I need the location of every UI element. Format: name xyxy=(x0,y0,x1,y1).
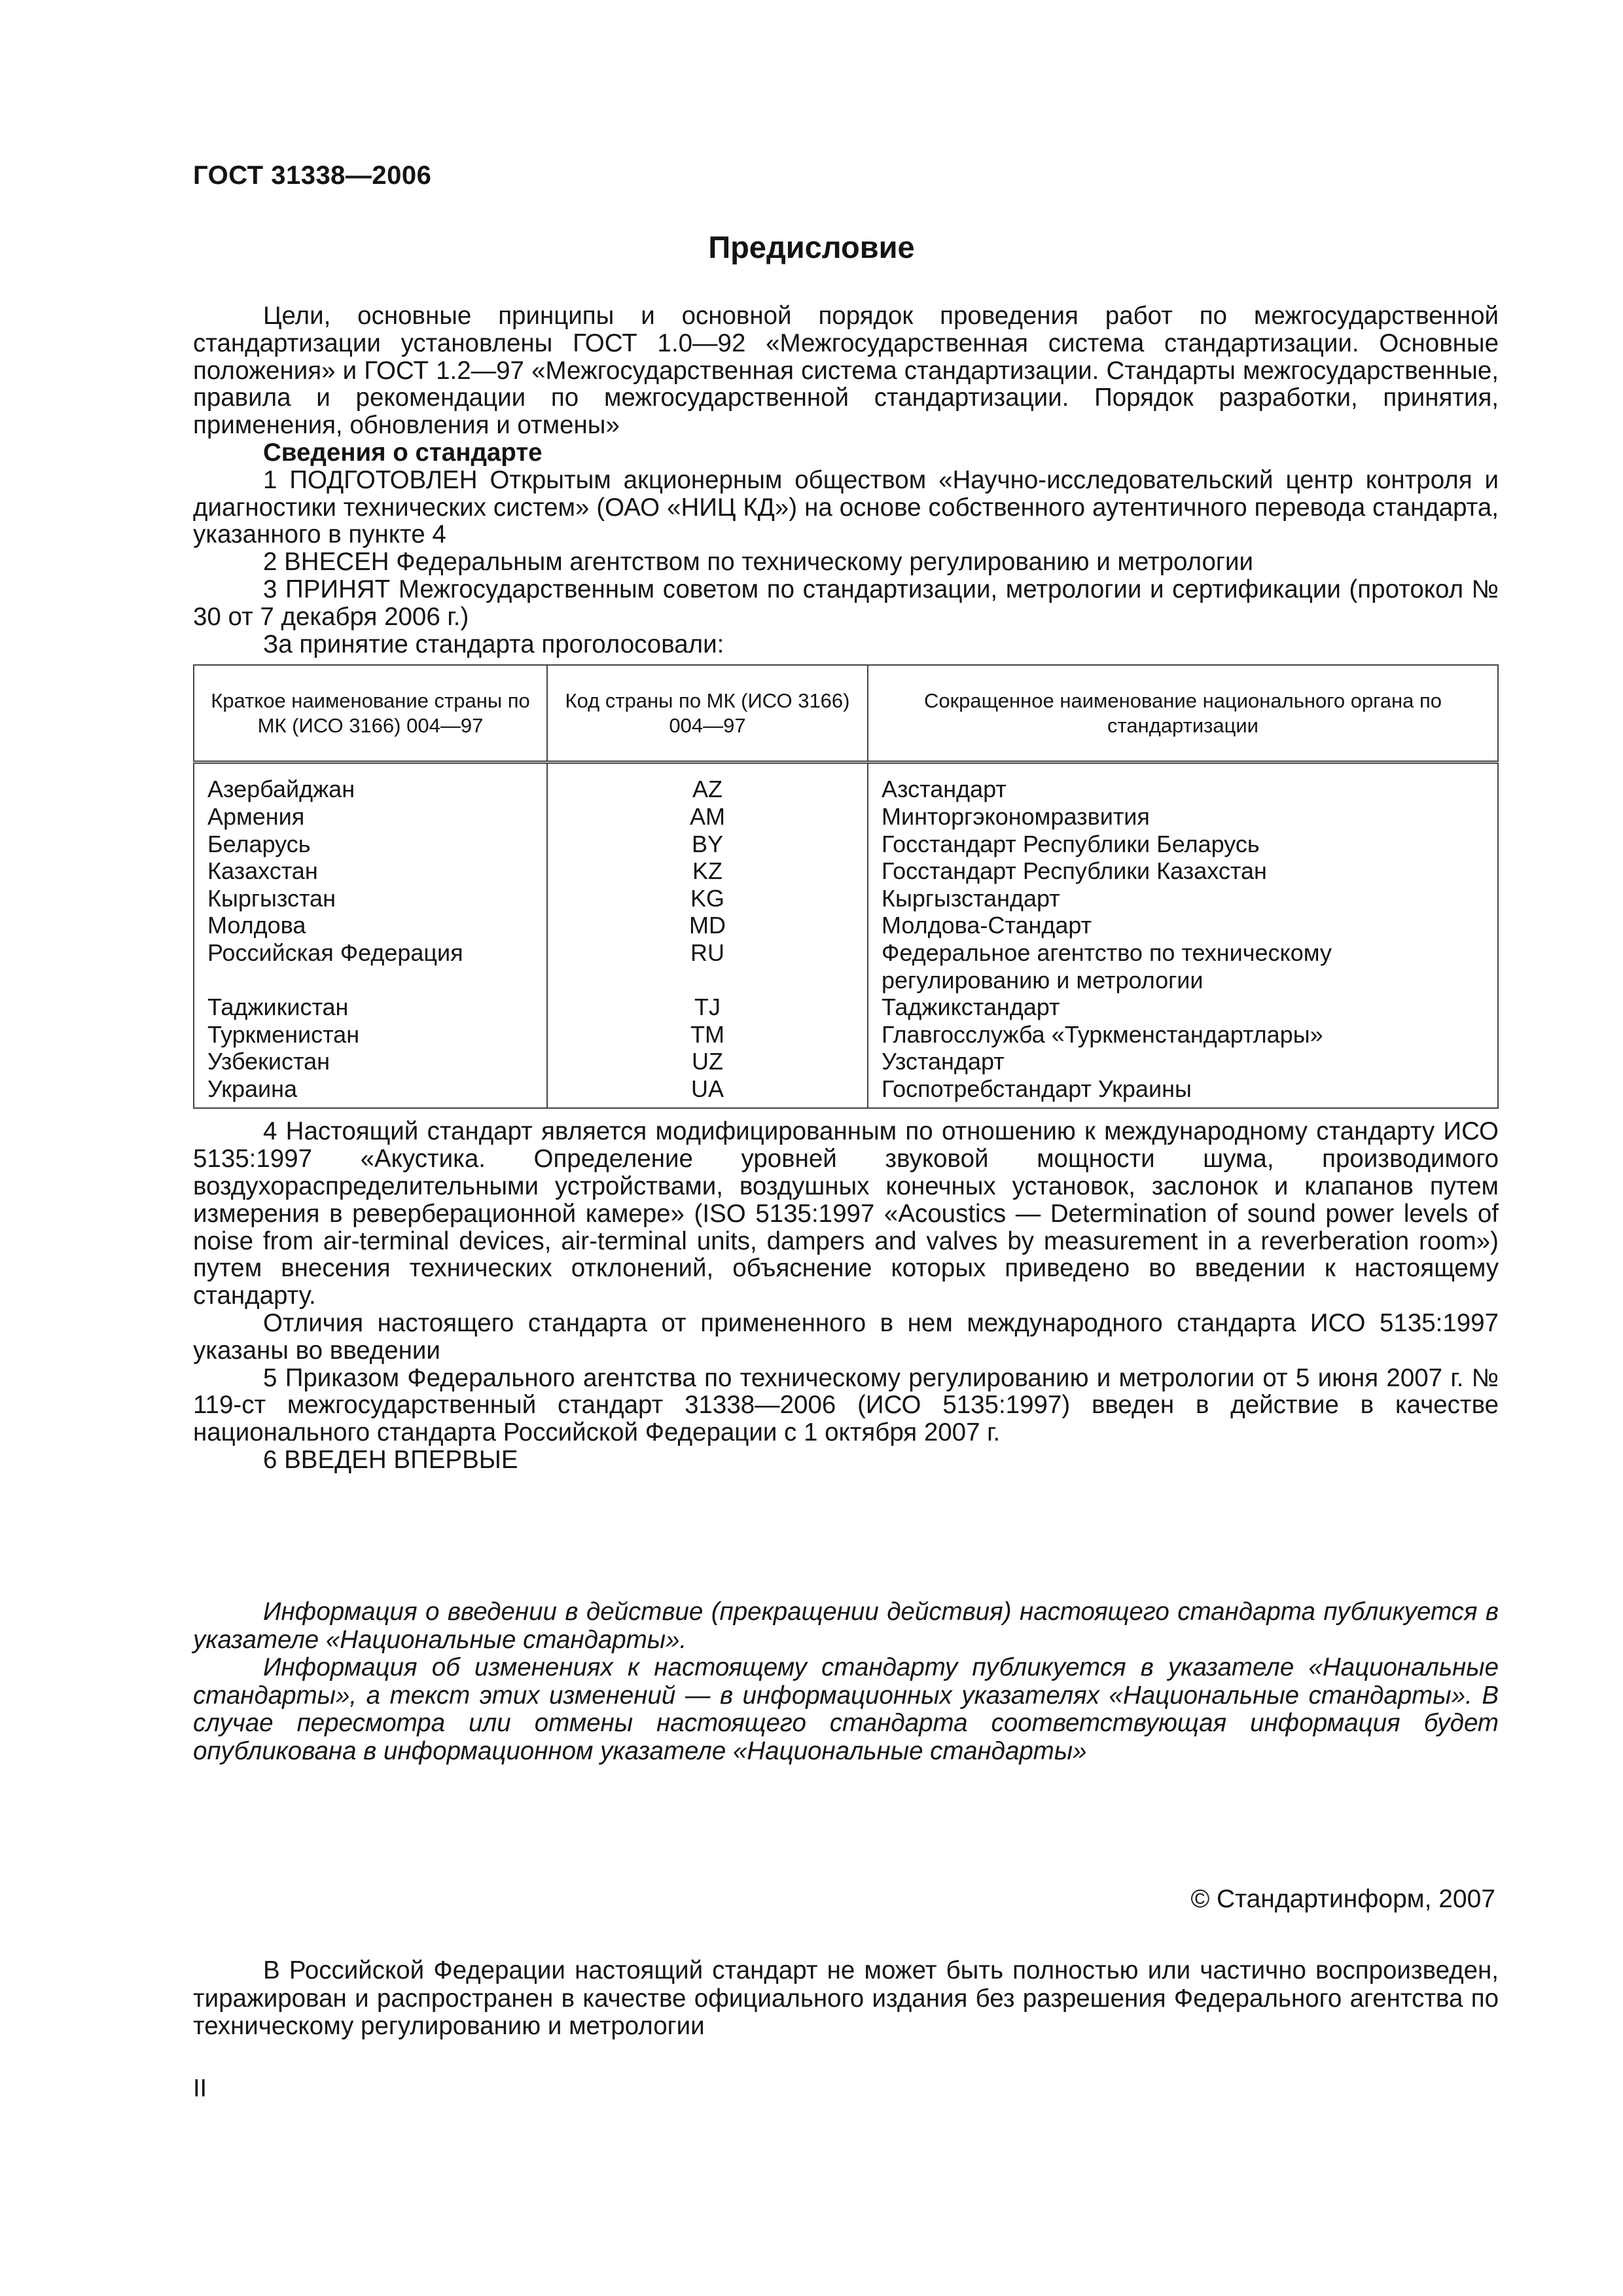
country-code: KG xyxy=(547,885,868,912)
national-body: Федеральное агентство по техническому регулированию и метрологии xyxy=(868,939,1498,994)
national-body: Кыргызстандарт xyxy=(868,885,1498,912)
item-modified-standard: 4 Настоящий стандарт является модифицированным по отношению к международному стандарту ИСО 5135:1997 «Акустика. Определение уровней звуковой мощности шума, производимого воздухораспределительными устройствами, воздушных конечных установок, заслонок и клапанов путем измерения в реверберационной камере» (ISO 5135:1997 «Acoustics — Determination of sound power levels of noise from air-terminal devices, air-terminal units, dampers and valves by measurement in a reverberation room») путем внесения технических отклонений, объяснение которых приведено во введении к настоящему стандарту. xyxy=(193,1117,1499,1310)
item-adopted: 3 ПРИНЯТ Межгосударственным советом по стандартизации, метрологии и сертификации (протокол № 30 от 7 декабря 2006 г.) xyxy=(193,575,1499,631)
national-body: Минторгэкономразвития xyxy=(868,803,1498,831)
vote-intro: За принятие стандарта проголосовали: xyxy=(263,630,724,658)
table-row xyxy=(194,1075,1498,1109)
table-row xyxy=(194,885,1498,912)
country-name: Туркменистан xyxy=(194,1021,547,1049)
country-name: Украина xyxy=(194,1075,547,1109)
copyright-notice: © Стандартинформ, 2007 xyxy=(1190,1885,1495,1913)
country-name: Азербайджан xyxy=(194,762,547,803)
voting-countries-table xyxy=(193,664,1499,1109)
national-body: Таджикстандарт xyxy=(868,994,1498,1021)
item-submitted: 2 ВНЕСЕН Федеральным агентством по техническому регулированию и метрологии xyxy=(263,548,1253,577)
country-code: TM xyxy=(547,1021,868,1049)
country-code: RU xyxy=(547,939,868,994)
national-body: Азстандарт xyxy=(868,762,1498,803)
table-row xyxy=(194,939,1498,994)
country-name: Российская Федерация xyxy=(194,939,547,994)
country-code: KZ xyxy=(547,857,868,885)
header-national-body: Сокращенное наименование национального органа по стандартизации xyxy=(868,665,1498,762)
rights-notice xyxy=(193,1957,1499,2041)
national-body: Госпотребстандарт Украины xyxy=(868,1075,1498,1109)
country-code: AZ xyxy=(547,762,868,803)
item-introduced-first: 6 ВВЕДЕН ВПЕРВЫЕ xyxy=(263,1446,518,1475)
country-name: Молдова xyxy=(194,912,547,939)
header-country-name: Краткое наименование страны по МК (ИСО 3166) 004—97 xyxy=(194,665,547,762)
amendments-info-paragraph: Информация об изменениях к настоящему стандарту публикуется в указателе «Национальные стандарты», а текст этих изменений — в информационных указателях «Национальные стандарты». В случае пересмотра или отмены настоящего стандарта соответствующая информация будет опубликована в информационном указателе «Национальные стандарты» xyxy=(193,1653,1499,1765)
country-code: BY xyxy=(547,831,868,858)
country-code: AM xyxy=(547,803,868,831)
table-row xyxy=(194,1021,1498,1049)
country-name: Армения xyxy=(194,803,547,831)
item-enacted: 5 Приказом Федерального агентства по техническому регулированию и метрологии от 5 июня 2007 г. № 119-ст межгосударственный стандарт 31338—2006 (ИСО 5135:1997) введен в действие в качестве национального стандарта Российской Федерации с 1 октября 2007 г. xyxy=(193,1363,1499,1447)
country-name: Казахстан xyxy=(194,857,547,885)
national-body: Главгосслужба «Туркменстандартлары» xyxy=(868,1021,1498,1049)
table-row xyxy=(194,1048,1498,1075)
country-code: UA xyxy=(547,1075,868,1109)
foreword-body xyxy=(193,302,1499,1474)
intro-paragraph: Цели, основные принципы и основной порядок проведения работ по межгосударственной стандартизации установлены ГОСТ 1.0—92 «Межгосударственная система стандартизации. Основные положения» и ГОСТ 1.2—97 «Межгосударственная система стандартизации. Стандарты межгосударственные, правила и рекомендации по межгосударственной стандартизации. Порядок разработки, принятия, применения, обновления и отмены» xyxy=(193,302,1499,440)
national-body: Госстандарт Республики Казахстан xyxy=(868,857,1498,885)
country-name: Узбекистан xyxy=(194,1048,547,1075)
rights-paragraph: В Российской Федерации настоящий стандарт не может быть полностью или частично воспроизведен, тиражирован и распространен в качестве официального издания без разрешения Федерального агентства по техническому регулированию и метрологии xyxy=(193,1956,1499,2040)
country-name: Беларусь xyxy=(194,831,547,858)
item-prepared: 1 ПОДГОТОВЛЕН Открытым акционерным обществом «Научно-исследовательский центр контроля и диагностики технических систем» (ОАО «НИЦ КД») на основе собственного аутентичного перевода стандарта, указанного в пункте 4 xyxy=(193,465,1499,549)
country-code: TJ xyxy=(547,994,868,1021)
country-code: UZ xyxy=(547,1048,868,1075)
item-differences-note: Отличия настоящего стандарта от примененного в нем международного стандарта ИСО 5135:1997 указаны во введении xyxy=(193,1309,1499,1365)
national-body: Узстандарт xyxy=(868,1048,1498,1075)
table-row xyxy=(194,912,1498,939)
table-row xyxy=(194,994,1498,1021)
publication-info xyxy=(193,1598,1499,1765)
page-title: Предисловие xyxy=(708,230,915,264)
national-body: Госстандарт Республики Беларусь xyxy=(868,831,1498,858)
table-row xyxy=(194,831,1498,858)
document-code: ГОСТ 31338—2006 xyxy=(193,161,432,190)
national-body: Молдова-Стандарт xyxy=(868,912,1498,939)
country-code: MD xyxy=(547,912,868,939)
table-row xyxy=(194,857,1498,885)
table-row xyxy=(194,803,1498,831)
info-heading: Сведения о стандарте xyxy=(263,438,543,467)
table-header-row xyxy=(194,665,1498,762)
country-name: Кыргызстан xyxy=(194,885,547,912)
page-number: II xyxy=(193,2075,207,2102)
header-country-code: Код страны по МК (ИСО 3166) 004—97 xyxy=(547,665,868,762)
country-name: Таджикистан xyxy=(194,994,547,1021)
table-row xyxy=(194,762,1498,803)
publication-info-paragraph: Информация о введении в действие (прекращении действия) настоящего стандарта публикуется в указателе «Национальные стандарты». xyxy=(193,1598,1499,1654)
